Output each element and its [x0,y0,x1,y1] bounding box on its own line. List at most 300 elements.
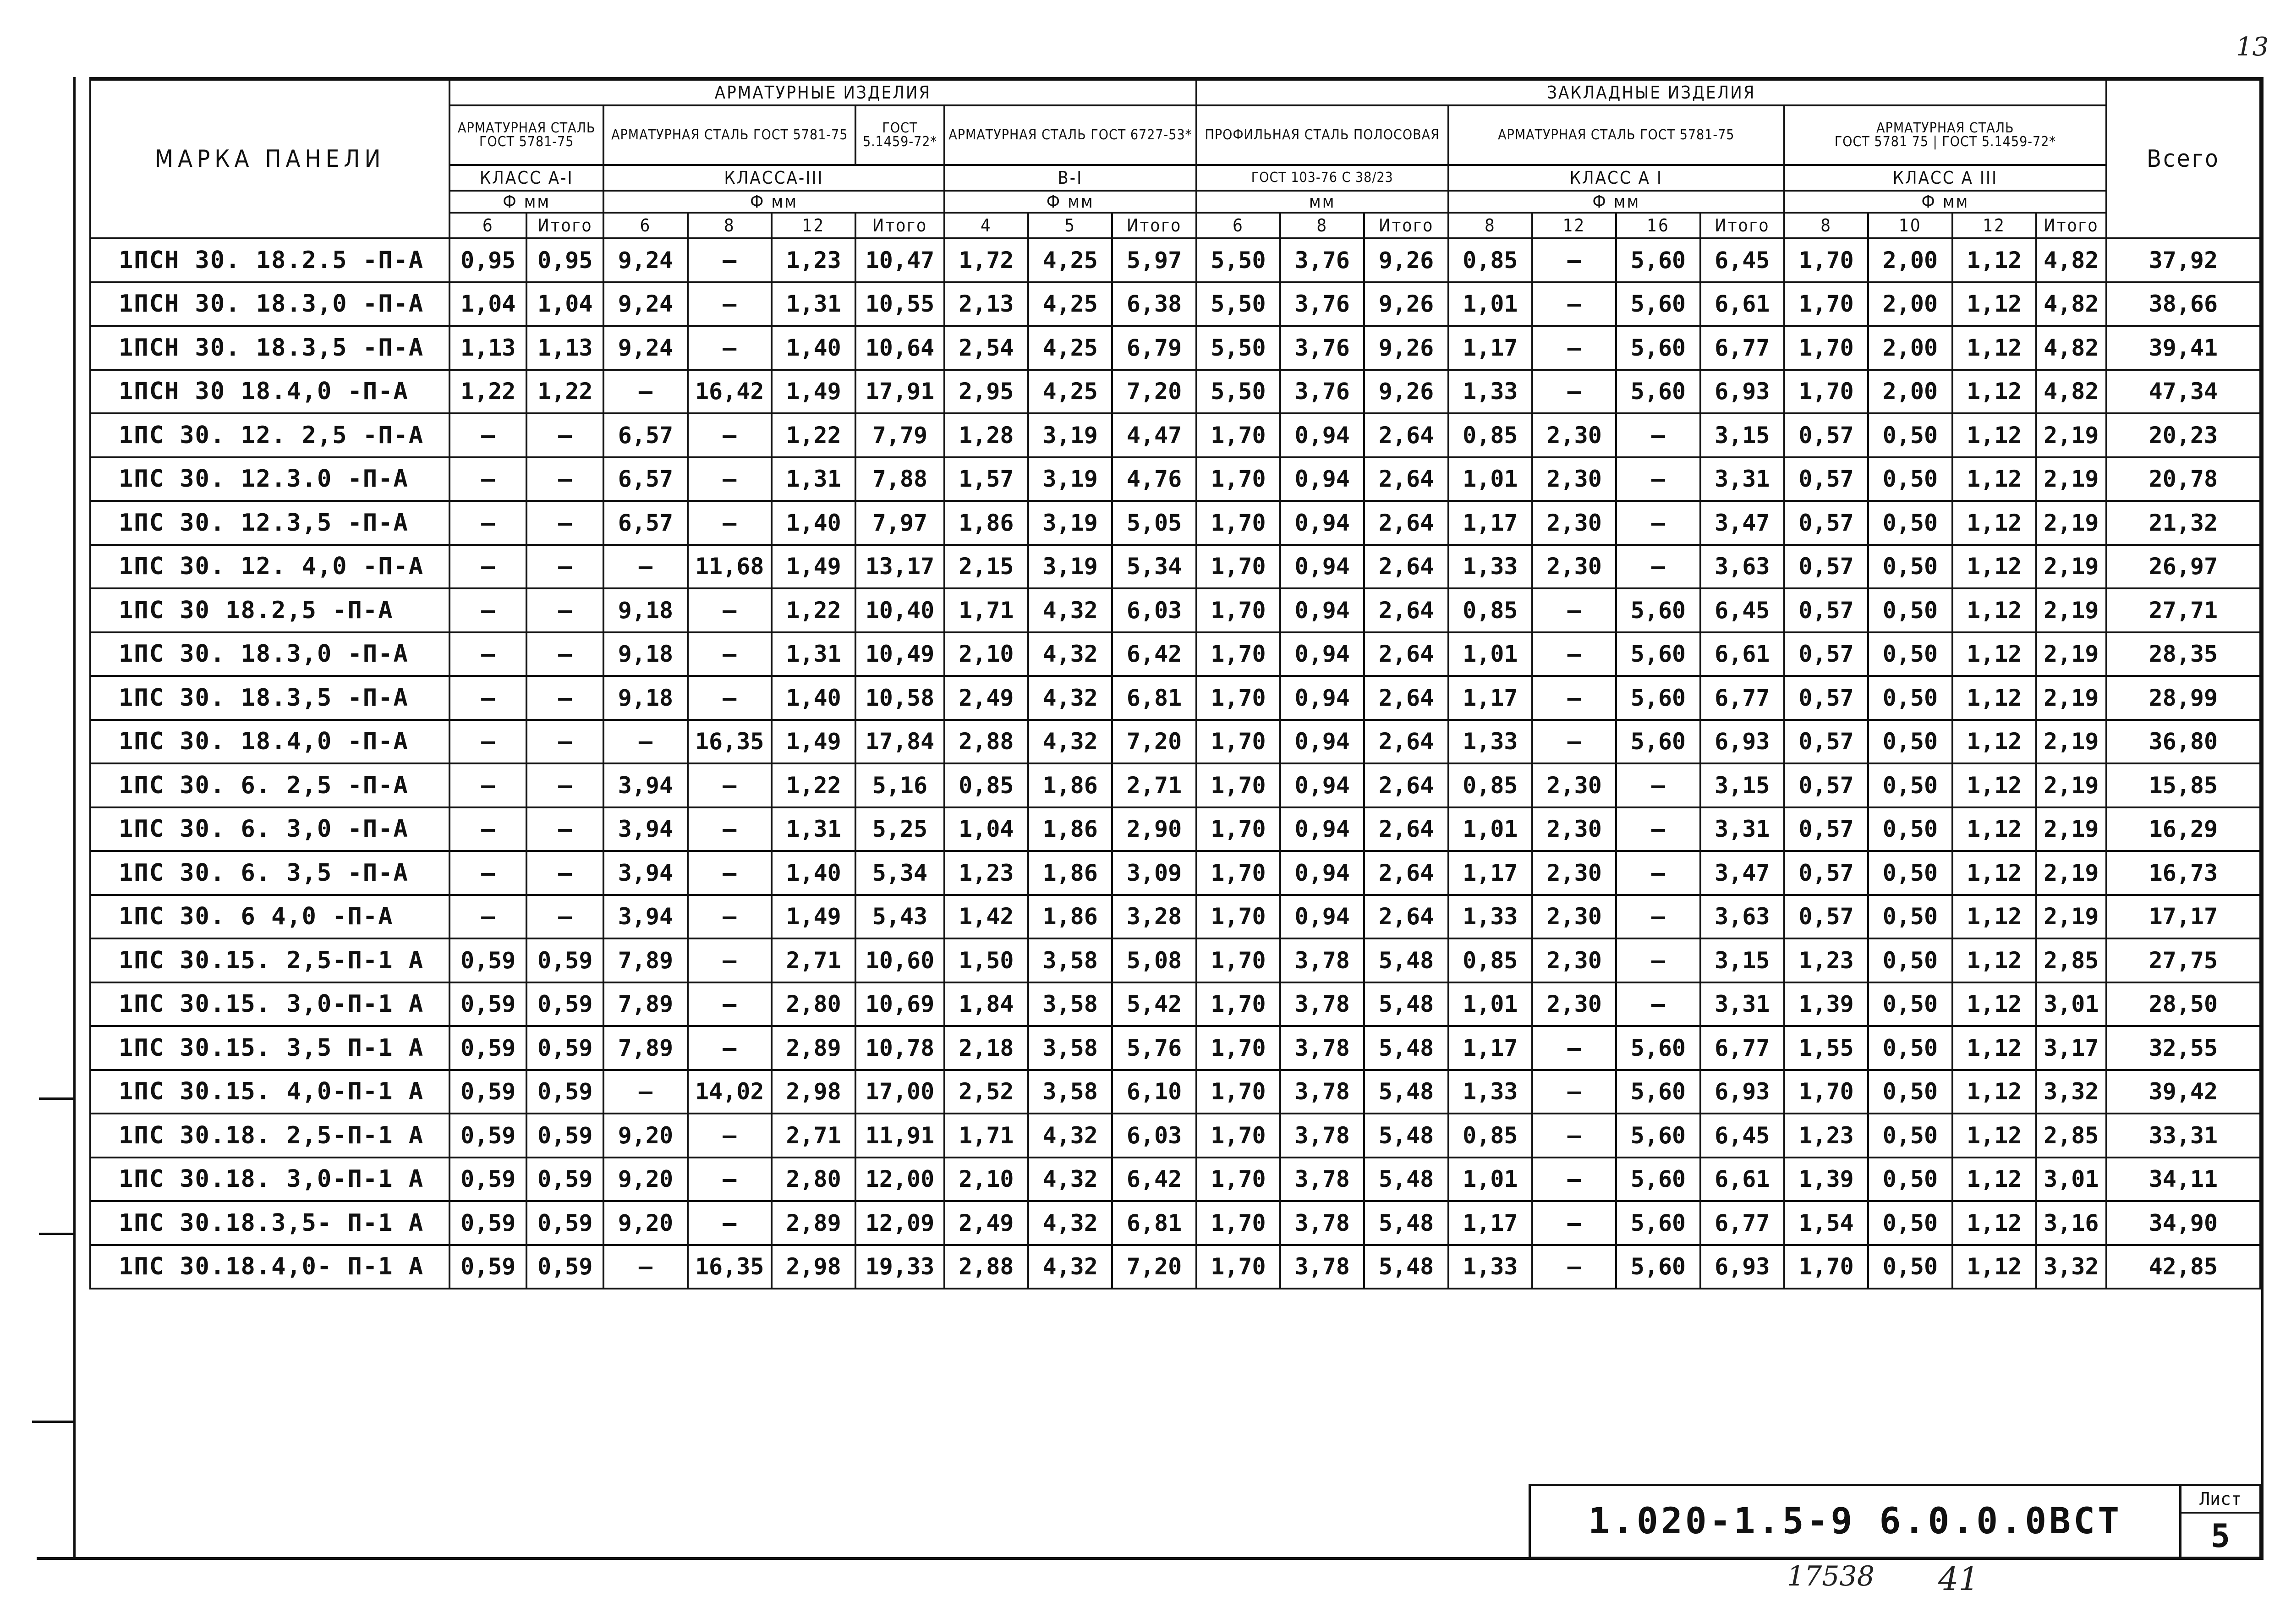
value-cell: – [526,807,603,851]
value-cell: 10,78 [855,1026,944,1070]
value-cell: 1,40 [772,326,855,370]
row-total-cell: 20,23 [2106,413,2260,457]
steel-spec-3: ГОСТ 5.1459-72* [855,105,944,165]
value-cell: 2,64 [1364,588,1448,632]
value-cell: 1,70 [1196,1201,1280,1245]
value-cell: 17,84 [855,720,944,764]
row-total-cell: 34,11 [2106,1158,2260,1202]
value-cell: 1,12 [1952,1026,2036,1070]
value-cell: 1,17 [1448,501,1532,545]
class-b1-header: В-I [944,165,1196,191]
value-cell: 3,78 [1280,1158,1364,1202]
value-cell: – [449,588,526,632]
value-cell: 5,60 [1616,588,1700,632]
value-cell: 2,30 [1532,413,1616,457]
value-cell: 2,19 [2036,457,2106,501]
value-cell: – [449,720,526,764]
value-cell: 0,59 [449,1158,526,1202]
value-cell: 1,04 [526,282,603,326]
value-cell: 9,24 [603,238,687,282]
panel-mark-cell: 1ПС 30. 12.3,5 -П-А [90,501,449,545]
value-cell: – [526,413,603,457]
panel-mark-cell: 1ПС 30.18.3,5- П-1 А [90,1201,449,1245]
value-cell: 3,15 [1700,938,1784,982]
value-cell: 1,12 [1952,282,2036,326]
value-cell: – [1616,807,1700,851]
value-cell: 1,72 [944,238,1028,282]
value-cell: 3,58 [1028,938,1112,982]
value-cell: 0,50 [1868,632,1952,676]
value-cell: 1,23 [944,851,1028,895]
table-row [90,632,2260,676]
column-header: 12 [1952,213,2036,238]
value-cell: 1,04 [449,282,526,326]
value-cell: 16,35 [688,1245,772,1289]
value-cell: – [688,501,772,545]
value-cell: 2,00 [1868,326,1952,370]
value-cell: 2,64 [1364,763,1448,807]
value-cell: 1,12 [1952,501,2036,545]
value-cell: – [688,1114,772,1158]
table-row [90,457,2260,501]
value-cell: 1,40 [772,851,855,895]
value-cell: 0,94 [1280,588,1364,632]
value-cell: 1,33 [1448,1245,1532,1289]
value-cell: 1,12 [1952,457,2036,501]
value-cell: 16,42 [688,370,772,414]
value-cell: 9,24 [603,326,687,370]
value-cell: 11,91 [855,1114,944,1158]
value-cell: 0,57 [1784,676,1868,720]
value-cell: 0,94 [1280,763,1364,807]
title-block-designation: 1.020-1.5-9 6.0.0.0ВСТ [1529,1484,2179,1559]
value-cell: 1,70 [1196,632,1280,676]
table-row [90,545,2260,589]
panel-mark-cell: 1ПС 30. 12.3.0 -П-А [90,457,449,501]
steel-spec-7-title: АРМАТУРНАЯ СТАЛЬ [1876,120,2014,136]
value-cell: 1,31 [772,807,855,851]
value-cell: 1,70 [1784,238,1868,282]
value-cell: 3,32 [2036,1245,2106,1289]
value-cell: 1,70 [1784,282,1868,326]
value-cell: 2,71 [1112,763,1196,807]
value-cell: 5,43 [855,895,944,939]
value-cell: 0,85 [1448,763,1532,807]
value-cell: 1,12 [1952,1158,2036,1202]
group-reinforcing-header: АРМАТУРНЫЕ ИЗДЕЛИЯ [449,80,1196,105]
value-cell: 2,64 [1364,501,1448,545]
value-cell: 1,31 [772,632,855,676]
value-cell: 1,12 [1952,763,2036,807]
value-cell: – [1532,720,1616,764]
value-cell: 0,50 [1868,501,1952,545]
value-cell: 1,12 [1952,1070,2036,1114]
value-cell: 1,01 [1448,807,1532,851]
value-cell: 5,60 [1616,282,1700,326]
value-cell: 5,60 [1616,238,1700,282]
value-cell: 2,98 [772,1245,855,1289]
value-cell: 2,19 [2036,895,2106,939]
value-cell: – [1532,1070,1616,1114]
value-cell: 5,60 [1616,1026,1700,1070]
value-cell: 2,64 [1364,676,1448,720]
column-header: Итого [2036,213,2106,238]
diameter-header-4: мм [1196,191,1448,213]
panel-mark-cell: 1ПСН 30. 18.3,5 -П-А [90,326,449,370]
value-cell: 5,48 [1364,1158,1448,1202]
value-cell: 1,17 [1448,851,1532,895]
value-cell: 4,32 [1028,1201,1112,1245]
value-cell: 1,50 [944,938,1028,982]
value-cell: 2,00 [1868,282,1952,326]
value-cell: – [449,895,526,939]
column-header: Итого [1364,213,1448,238]
table-row [90,807,2260,851]
value-cell: 3,78 [1280,1026,1364,1070]
column-header: 4 [944,213,1028,238]
column-header: 5 [1028,213,1112,238]
value-cell: 5,60 [1616,1201,1700,1245]
value-cell: 1,12 [1952,720,2036,764]
value-cell: – [1616,938,1700,982]
diameter-header-1: Ф мм [449,191,603,213]
value-cell: 1,13 [449,326,526,370]
value-cell: 5,34 [1112,545,1196,589]
steel-spec-7 [1784,105,2106,165]
value-cell: 2,88 [944,720,1028,764]
value-cell: 1,04 [944,807,1028,851]
value-cell: 2,64 [1364,895,1448,939]
value-cell: 2,49 [944,1201,1028,1245]
value-cell: 10,69 [855,982,944,1026]
margin-tick-3 [32,1421,76,1423]
value-cell: 6,42 [1112,1158,1196,1202]
value-cell: 0,85 [1448,588,1532,632]
value-cell: 9,18 [603,676,687,720]
value-cell: 2,19 [2036,763,2106,807]
table-header [90,80,2260,238]
table-row [90,1245,2260,1289]
table-row [90,676,2260,720]
row-total-cell: 16,73 [2106,851,2260,895]
panel-mark-cell: 1ПСН 30. 18.2.5 -П-А [90,238,449,282]
value-cell: 6,77 [1700,1201,1784,1245]
value-cell: 0,59 [526,1201,603,1245]
value-cell: 5,50 [1196,238,1280,282]
table-row [90,720,2260,764]
column-header: Итого [1700,213,1784,238]
value-cell: – [1532,326,1616,370]
column-header: 6 [603,213,687,238]
value-cell: 1,12 [1952,807,2036,851]
value-cell: 17,91 [855,370,944,414]
value-cell: 0,50 [1868,982,1952,1026]
row-total-cell: 38,66 [2106,282,2260,326]
value-cell: – [1532,1245,1616,1289]
value-cell: 6,61 [1700,1158,1784,1202]
value-cell: – [526,676,603,720]
value-cell: 17,00 [855,1070,944,1114]
value-cell: 12,00 [855,1158,944,1202]
panel-mark-cell: 1ПС 30. 6. 3,0 -П-А [90,807,449,851]
value-cell: – [603,545,687,589]
table-row [90,1114,2260,1158]
value-cell: 0,94 [1280,895,1364,939]
column-header: 8 [688,213,772,238]
value-cell: 1,70 [1196,457,1280,501]
panel-mark-cell: 1ПС 30.18. 3,0-П-1 А [90,1158,449,1202]
value-cell: 1,01 [1448,1158,1532,1202]
handwritten-corner-mark: 13 [2236,32,2269,62]
value-cell: 2,71 [772,1114,855,1158]
value-cell: 9,24 [603,282,687,326]
value-cell: 5,48 [1364,1245,1448,1289]
value-cell: 3,09 [1112,851,1196,895]
value-cell: 1,70 [1196,1026,1280,1070]
steel-spec-5: ПРОФИЛЬНАЯ СТАЛЬ ПОЛОСОВАЯ [1196,105,1448,165]
value-cell: 3,17 [2036,1026,2106,1070]
panel-mark-cell: 1ПС 30. 6 4,0 -П-А [90,895,449,939]
value-cell: 1,23 [772,238,855,282]
value-cell: 1,70 [1196,413,1280,457]
row-total-cell: 21,32 [2106,501,2260,545]
value-cell: 2,88 [944,1245,1028,1289]
value-cell: – [1532,1026,1616,1070]
value-cell: 3,76 [1280,238,1364,282]
value-cell: 10,64 [855,326,944,370]
value-cell: 0,50 [1868,676,1952,720]
value-cell: – [1616,895,1700,939]
value-cell: 1,71 [944,588,1028,632]
value-cell: 6,10 [1112,1070,1196,1114]
steel-spec-7a: ГОСТ 5781 75 [1834,134,1929,150]
value-cell: 4,82 [2036,326,2106,370]
value-cell: 0,57 [1784,501,1868,545]
value-cell: 1,01 [1448,282,1532,326]
value-cell: 1,70 [1196,1245,1280,1289]
value-cell: 2,19 [2036,588,2106,632]
value-cell: 6,57 [603,457,687,501]
row-total-cell: 34,90 [2106,1201,2260,1245]
value-cell: 5,60 [1616,1070,1700,1114]
value-cell: 16,35 [688,720,772,764]
value-cell: 1,70 [1196,588,1280,632]
value-cell: – [1616,501,1700,545]
value-cell: 2,19 [2036,807,2106,851]
value-cell: 0,57 [1784,545,1868,589]
value-cell: 0,59 [526,1158,603,1202]
value-cell: 0,50 [1868,1158,1952,1202]
row-total-cell: 37,92 [2106,238,2260,282]
value-cell: 1,12 [1952,413,2036,457]
value-cell: 0,85 [1448,1114,1532,1158]
column-header: 16 [1616,213,1700,238]
value-cell: 1,22 [449,370,526,414]
value-cell: – [1616,851,1700,895]
value-cell: 4,32 [1028,1245,1112,1289]
panel-mark-cell: 1ПС 30.15. 3,0-П-1 А [90,982,449,1026]
value-cell: 6,45 [1700,1114,1784,1158]
value-cell: 0,50 [1868,1201,1952,1245]
value-cell: 0,59 [526,938,603,982]
value-cell: 0,50 [1868,1245,1952,1289]
value-cell: 4,25 [1028,370,1112,414]
value-cell: 2,64 [1364,720,1448,764]
value-cell: 3,28 [1112,895,1196,939]
value-cell: 1,70 [1196,545,1280,589]
value-cell: 0,57 [1784,763,1868,807]
value-cell: 2,98 [772,1070,855,1114]
value-cell: – [1616,545,1700,589]
value-cell: – [688,1026,772,1070]
value-cell: – [688,763,772,807]
table-row [90,982,2260,1026]
column-header: Итого [855,213,944,238]
table-row [90,895,2260,939]
diameter-header-6: Ф мм [1784,191,2106,213]
panel-mark-cell: 1ПС 30.15. 2,5-П-1 А [90,938,449,982]
value-cell: 0,59 [449,1245,526,1289]
value-cell: 1,70 [1784,370,1868,414]
value-cell: – [688,326,772,370]
value-cell: 10,58 [855,676,944,720]
value-cell: 4,25 [1028,282,1112,326]
value-cell: 1,39 [1784,982,1868,1026]
panel-mark-cell: 1ПС 30.15. 3,5 П-1 А [90,1026,449,1070]
value-cell: 3,16 [2036,1201,2106,1245]
value-cell: – [526,851,603,895]
value-cell: 6,57 [603,413,687,457]
value-cell: 2,89 [772,1026,855,1070]
value-cell: – [603,1245,687,1289]
value-cell: 0,50 [1868,763,1952,807]
value-cell: 2,19 [2036,676,2106,720]
table-row [90,938,2260,982]
table-row [90,238,2260,282]
value-cell: – [688,851,772,895]
value-cell: 1,86 [944,501,1028,545]
value-cell: 2,10 [944,632,1028,676]
value-cell: 2,19 [2036,851,2106,895]
row-total-cell: 27,71 [2106,588,2260,632]
value-cell: – [1532,1158,1616,1202]
value-cell: 3,94 [603,807,687,851]
value-cell: 5,48 [1364,938,1448,982]
value-cell: 6,03 [1112,588,1196,632]
value-cell: 1,17 [1448,676,1532,720]
table-row [90,588,2260,632]
row-total-cell: 36,80 [2106,720,2260,764]
total-header: Всего [2106,80,2260,238]
value-cell: 1,33 [1448,720,1532,764]
value-cell: 1,22 [772,588,855,632]
value-cell: – [526,632,603,676]
diameter-header-3: Ф мм [944,191,1196,213]
value-cell: 2,85 [2036,938,2106,982]
value-cell: 1,39 [1784,1158,1868,1202]
row-total-cell: 15,85 [2106,763,2260,807]
value-cell: 6,93 [1700,1245,1784,1289]
value-cell: 1,70 [1196,720,1280,764]
value-cell: 2,00 [1868,238,1952,282]
value-cell: 2,80 [772,1158,855,1202]
value-cell: 7,88 [855,457,944,501]
value-cell: 2,13 [944,282,1028,326]
value-cell: 5,48 [1364,982,1448,1026]
value-cell: 5,34 [855,851,944,895]
value-cell: 2,19 [2036,632,2106,676]
value-cell: – [1532,238,1616,282]
column-header: 8 [1448,213,1532,238]
value-cell: 0,94 [1280,851,1364,895]
value-cell: 1,86 [1028,851,1112,895]
panel-mark-cell: 1ПС 30 18.2,5 -П-А [90,588,449,632]
value-cell: 1,49 [772,545,855,589]
table-row [90,370,2260,414]
value-cell: 5,60 [1616,676,1700,720]
value-cell: 1,86 [1028,895,1112,939]
class-a3-header: КЛАССА-III [603,165,944,191]
value-cell: 0,94 [1280,501,1364,545]
value-cell: 6,81 [1112,676,1196,720]
materials-spec-table [89,79,2261,1289]
value-cell: 0,59 [526,982,603,1026]
value-cell: – [603,370,687,414]
row-total-cell: 27,75 [2106,938,2260,982]
value-cell: 0,59 [449,1201,526,1245]
steel-spec-6: АРМАТУРНАЯ СТАЛЬ ГОСТ 5781-75 [1448,105,1784,165]
value-cell: 9,26 [1364,370,1448,414]
value-cell: 6,77 [1700,1026,1784,1070]
value-cell: 3,19 [1028,457,1112,501]
value-cell: 9,26 [1364,326,1448,370]
panel-mark-cell: 1ПС 30. 6. 2,5 -П-А [90,763,449,807]
value-cell: 1,12 [1952,545,2036,589]
value-cell: 6,81 [1112,1201,1196,1245]
column-header: 12 [772,213,855,238]
value-cell: – [1532,1201,1616,1245]
table-row [90,1158,2260,1202]
value-cell: 0,50 [1868,413,1952,457]
value-cell: 3,94 [603,763,687,807]
value-cell: 7,79 [855,413,944,457]
value-cell: 13,17 [855,545,944,589]
table-row [90,1201,2260,1245]
value-cell: 3,76 [1280,282,1364,326]
column-header: 6 [1196,213,1280,238]
value-cell: 5,60 [1616,720,1700,764]
value-cell: 1,12 [1952,238,2036,282]
value-cell: 3,47 [1700,501,1784,545]
panel-mark-cell: 1ПС 30. 18.4,0 -П-А [90,720,449,764]
value-cell: – [1616,457,1700,501]
value-cell: 1,12 [1952,938,2036,982]
diameter-header-2: Ф мм [603,191,944,213]
value-cell: – [688,238,772,282]
table-row [90,1070,2260,1114]
value-cell: 1,70 [1784,1070,1868,1114]
value-cell: 1,86 [1028,807,1112,851]
value-cell: 7,20 [1112,1245,1196,1289]
row-total-cell: 28,35 [2106,632,2260,676]
class-a1-header: КЛАСС А-I [449,165,603,191]
value-cell: 5,08 [1112,938,1196,982]
value-cell: 2,80 [772,982,855,1026]
steel-spec-1: АРМАТУРНАЯ СТАЛЬ ГОСТ 5781-75 [449,105,603,165]
value-cell: 1,70 [1196,851,1280,895]
value-cell: 2,30 [1532,545,1616,589]
value-cell: 1,12 [1952,632,2036,676]
